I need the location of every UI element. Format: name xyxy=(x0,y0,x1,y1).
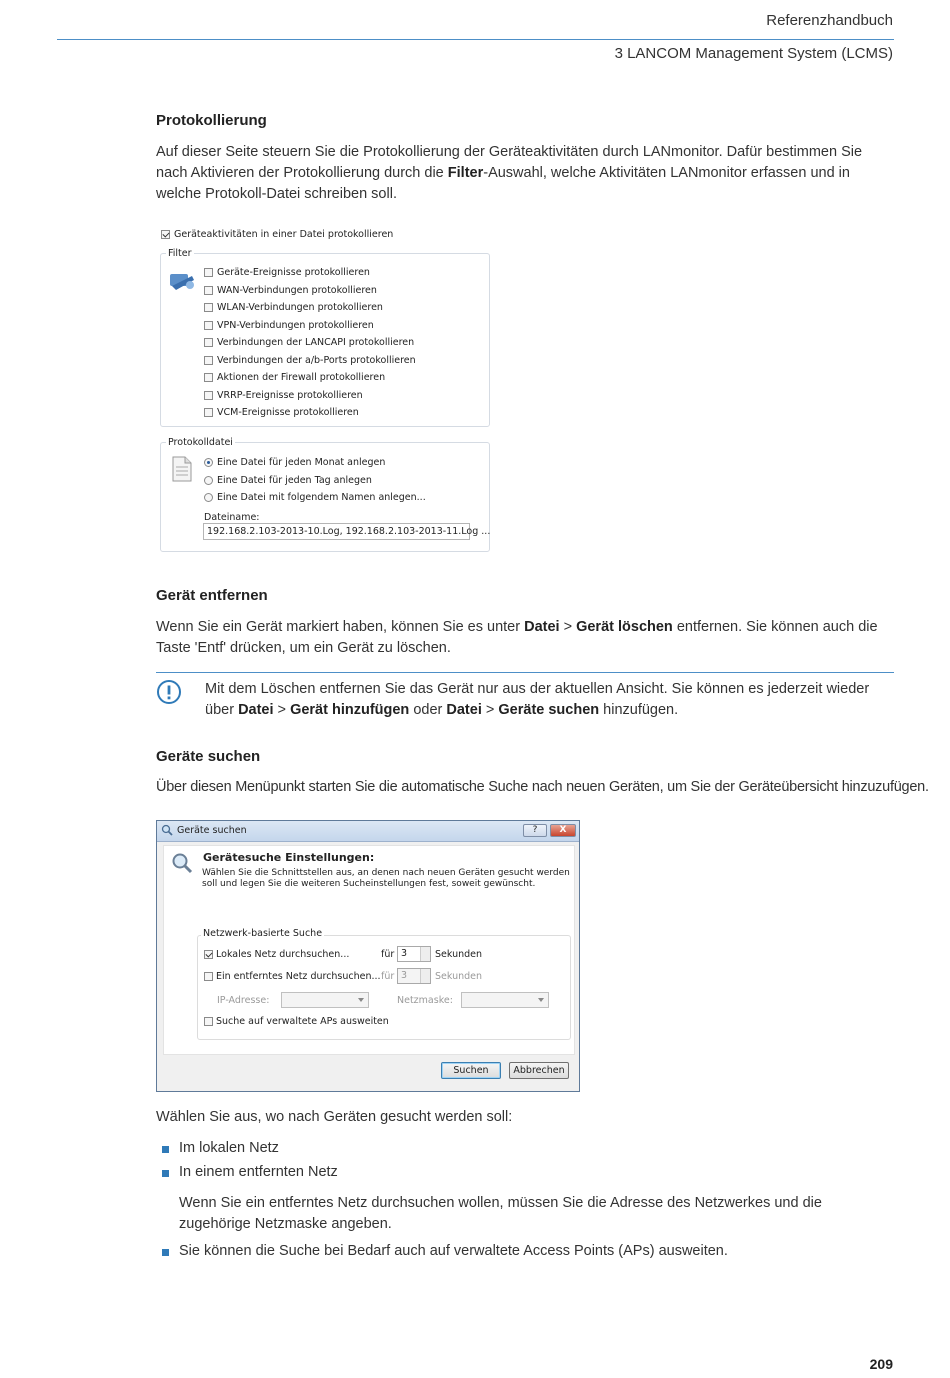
filter-group-title: Filter xyxy=(168,248,192,259)
filter-label: WLAN-Verbindungen protokollieren xyxy=(217,302,383,313)
close-button[interactable]: X xyxy=(550,824,576,837)
bullet-item: Sie können die Suche bei Bedarf auch auf verwaltete Access Points (APs) ausweiten. xyxy=(179,1243,728,1259)
bullet-item: In einem entfernten Netz xyxy=(179,1164,338,1180)
paragraph-suchen: Über diesen Menüpunkt starten Sie die automatische Suche nach neuen Geräten, um Sie der Geräteübersicht hinzuzufügen. xyxy=(156,779,929,795)
logfile-option-label: Eine Datei für jeden Monat anlegen xyxy=(217,457,386,468)
search-magnifier-icon xyxy=(171,852,193,874)
remote-seconds-value: 3 xyxy=(401,970,408,981)
help-button[interactable]: ? xyxy=(523,824,547,837)
page-number: 209 xyxy=(869,1356,893,1372)
filter-label: Verbindungen der LANCAPI protokollieren xyxy=(217,337,415,348)
filter-checkbox[interactable] xyxy=(204,303,213,312)
magnifier-icon xyxy=(161,824,173,836)
remote-network-checkbox[interactable] xyxy=(204,972,213,981)
section-heading-entfernen: Gerät entfernen xyxy=(156,587,268,604)
filename-input[interactable] xyxy=(203,523,491,540)
header-rule xyxy=(57,39,894,40)
filter-label: Geräte-Ereignisse protokollieren xyxy=(217,267,370,278)
dialog-titlebar xyxy=(157,821,579,842)
logfile-option-radio[interactable] xyxy=(204,493,213,502)
running-header-chapter: 3 LANCOM Management System (LCMS) xyxy=(614,45,893,62)
logfile-option-radio[interactable] xyxy=(204,458,213,467)
managed-aps-label: Suche auf verwaltete APs ausweiten xyxy=(216,1016,389,1027)
note-rule xyxy=(156,672,894,673)
document-icon xyxy=(172,456,192,482)
dialog-heading: Gerätesuche Einstellungen: xyxy=(203,851,375,864)
filter-checkbox[interactable] xyxy=(204,338,213,347)
ip-address-select[interactable] xyxy=(281,992,369,1008)
paragraph-entfernen: Wenn Sie ein Gerät markiert haben, können Sie es unter Datei > Gerät löschen entfernen. Sie können auch die Taste 'Entf' drücken, um ein Gerät zu löschen. xyxy=(156,619,878,656)
filter-label: Verbindungen der a/b-Ports protokollieren xyxy=(217,354,416,366)
bullet-marker xyxy=(162,1249,169,1256)
filename-label: Dateiname: xyxy=(204,512,260,523)
remote-seconds-label: Sekunden xyxy=(435,971,483,982)
remote-network-label: Ein entferntes Netz durchsuchen... xyxy=(216,971,381,982)
bullet-marker xyxy=(162,1146,169,1153)
filter-label: Aktionen der Firewall protokollieren xyxy=(217,372,386,383)
exclamation-circle-icon xyxy=(156,679,182,705)
search-devices-dialog xyxy=(156,820,580,1092)
netmask-label: Netzmaske: xyxy=(397,995,453,1006)
logfile-option-label: Eine Datei mit folgendem Namen anlegen... xyxy=(217,492,426,503)
netmask-select[interactable] xyxy=(461,992,549,1008)
bullet-detail: Wenn Sie ein entferntes Netz durchsuchen wollen, müssen Sie die Adresse des Netzwerkes und die zugehörige Netzmaske angeben. xyxy=(179,1195,822,1232)
log-activities-checkbox[interactable] xyxy=(161,230,170,239)
running-header-title: Referenzhandbuch xyxy=(766,12,893,29)
filter-checkbox[interactable] xyxy=(204,373,213,382)
logfile-option-radio[interactable] xyxy=(204,476,213,485)
remote-for-label: für xyxy=(381,971,395,982)
local-for-label: für xyxy=(381,949,395,960)
filter-label: VRRP-Ereignisse protokollieren xyxy=(217,389,363,401)
managed-aps-checkbox[interactable] xyxy=(204,1017,213,1026)
network-filter-icon xyxy=(168,270,196,292)
filter-checkbox[interactable] xyxy=(204,408,213,417)
bullet-item: Im lokalen Netz xyxy=(179,1140,279,1156)
filter-label: VCM-Ereignisse protokollieren xyxy=(217,407,359,418)
logfile-group-title: Protokolldatei xyxy=(168,437,233,448)
local-network-label: Lokales Netz durchsuchen... xyxy=(216,949,350,960)
search-intro: Wählen Sie aus, wo nach Geräten gesucht werden soll: xyxy=(156,1109,513,1125)
filter-checkbox[interactable] xyxy=(204,391,213,400)
filter-checkbox[interactable] xyxy=(204,321,213,330)
local-seconds-spinner[interactable] xyxy=(397,946,431,962)
filename-value: 192.168.2.103-2013-10.Log, 192.168.2.103-2013-11.Log ... xyxy=(207,526,491,537)
bullet-marker xyxy=(162,1170,169,1177)
remote-seconds-spinner[interactable] xyxy=(397,968,431,984)
filter-checkbox[interactable] xyxy=(204,356,213,365)
network-search-group-title: Netzwerk-basierte Suche xyxy=(203,928,323,939)
dialog-title: Geräte suchen xyxy=(177,825,247,836)
local-network-checkbox[interactable] xyxy=(204,950,213,959)
note-text: Mit dem Löschen entfernen Sie das Gerät nur aus der aktuellen Ansicht. Sie können es jederzeit wieder über Datei > Gerät hinzufügen oder Datei > Geräte suchen hinzufügen. xyxy=(205,681,870,718)
paragraph-protokollierung: Auf dieser Seite steuern Sie die Protokollierung der Geräteaktivitäten durch LANmonitor. Dafür bestimmen Sie nach Aktivieren der Protokollierung durch die Filter-Auswahl, welche Aktivitäten LANmonitor erfassen und in welche Protokoll-Datei schreiben soll. xyxy=(156,144,863,202)
filter-label: WAN-Verbindungen protokollieren xyxy=(217,284,377,296)
logging-settings-screenshot xyxy=(156,226,496,556)
filter-label: VPN-Verbindungen protokollieren xyxy=(217,319,374,331)
log-activities-label: Geräteaktivitäten in einer Datei protokollieren xyxy=(174,229,394,240)
search-button[interactable]: Suchen xyxy=(441,1062,501,1079)
cancel-button[interactable]: Abbrechen xyxy=(509,1062,569,1079)
logfile-option-label: Eine Datei für jeden Tag anlegen xyxy=(217,474,372,486)
filter-checkbox[interactable] xyxy=(204,286,213,295)
section-heading-protokollierung: Protokollierung xyxy=(156,112,267,129)
ip-address-label: IP-Adresse: xyxy=(217,995,270,1006)
local-seconds-label: Sekunden xyxy=(435,949,483,960)
local-seconds-value: 3 xyxy=(401,948,408,959)
dialog-description: Wählen Sie die Schnittstellen aus, an denen nach neuen Geräten gesucht werden soll und legen Sie die weiteren Sucheinstellungen fest, soweit gewünscht. xyxy=(202,868,570,889)
filter-checkbox[interactable] xyxy=(204,268,213,277)
section-heading-suchen: Geräte suchen xyxy=(156,748,261,765)
